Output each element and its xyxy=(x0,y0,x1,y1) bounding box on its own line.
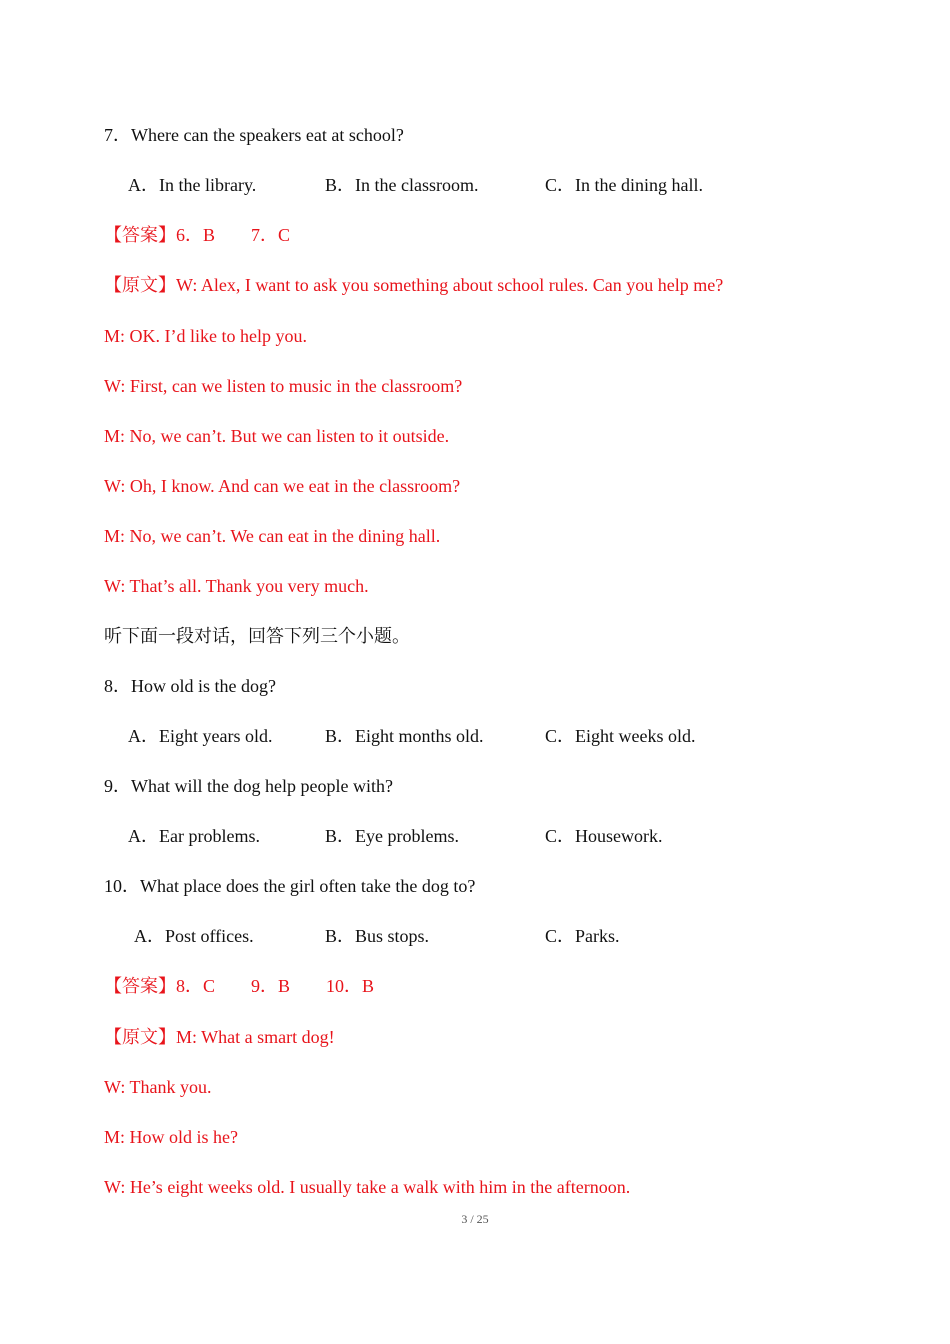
q9-option-b: B．Eye problems. xyxy=(325,826,459,846)
q10-option-b: B．Bus stops. xyxy=(325,926,430,946)
answer-label: 【答案】 xyxy=(104,976,176,996)
q8-option-b: B．Eight months old. xyxy=(325,726,484,746)
question-7: 7．Where can the speakers eat at school? xyxy=(104,125,404,145)
question-8: 8．How old is the dog? xyxy=(104,676,276,696)
transcript-line: M: No, we can’t. We can eat in the dining hall. xyxy=(104,526,441,546)
transcript-block-1 xyxy=(104,273,723,297)
page-number: 3 / 25 xyxy=(461,1212,489,1226)
answer-block-2 xyxy=(104,974,374,998)
q7-option-b: B．In the classroom. xyxy=(325,175,479,195)
transcript-line: W: Alex, I want to ask you something about school rules. Can you help me? xyxy=(176,275,724,295)
q7-option-a: A．In the library. xyxy=(128,175,257,195)
q8-option-c: C．Eight weeks old. xyxy=(545,726,696,746)
answer-block-1 xyxy=(104,223,290,247)
transcript-line: M: OK. I’d like to help you. xyxy=(104,326,307,346)
transcript-label: 【原文】 xyxy=(104,1027,176,1047)
transcript-line: M: No, we can’t. But we can listen to it outside. xyxy=(104,426,450,446)
transcript-line: W: He’s eight weeks old. I usually take a walk with him in the afternoon. xyxy=(104,1177,631,1197)
q10-option-c: C．Parks. xyxy=(545,926,620,946)
transcript-label: 【原文】 xyxy=(104,275,176,295)
transcript-line: W: First, can we listen to music in the classroom? xyxy=(104,376,463,396)
transcript-line: W: Thank you. xyxy=(104,1077,212,1097)
q10-option-a: A．Post offices. xyxy=(134,926,254,946)
q8-option-a: A．Eight years old. xyxy=(128,726,273,746)
section-instruction: 听下面一段对话，回答下列三个小题。 xyxy=(104,626,410,646)
transcript-line: M: How old is he? xyxy=(104,1127,238,1147)
answer-text: 8．C 9．B 10．B xyxy=(176,976,375,996)
q9-option-a: A．Ear problems. xyxy=(128,826,260,846)
question-9: 9．What will the dog help people with? xyxy=(104,776,393,796)
transcript-block-2 xyxy=(104,1025,335,1049)
q7-option-c: C．In the dining hall. xyxy=(545,175,703,195)
answer-label: 【答案】 xyxy=(104,225,176,245)
transcript-line: M: What a smart dog! xyxy=(176,1027,335,1047)
transcript-line: W: That’s all. Thank you very much. xyxy=(104,576,369,596)
answer-text: 6．B 7．C xyxy=(176,225,291,245)
q9-option-c: C．Housework. xyxy=(545,826,663,846)
transcript-line: W: Oh, I know. And can we eat in the classroom? xyxy=(104,476,461,496)
question-10: 10．What place does the girl often take the dog to? xyxy=(104,876,476,896)
